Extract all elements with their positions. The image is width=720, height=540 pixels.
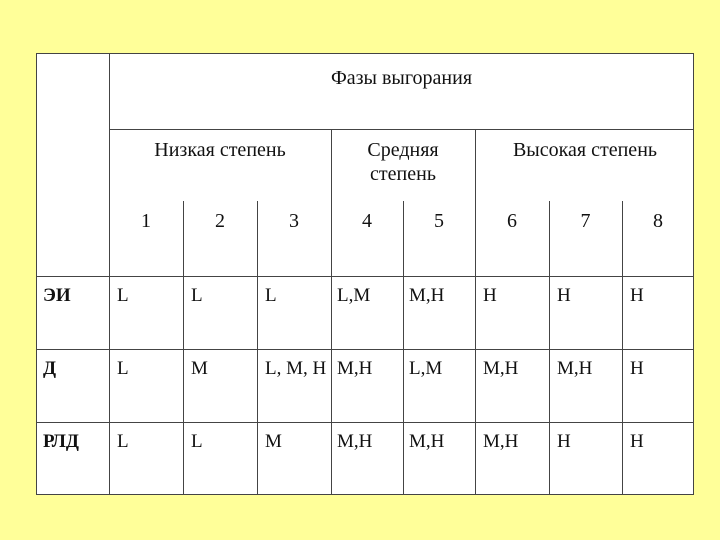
table-cell: M,H	[337, 431, 373, 452]
grid-line	[257, 201, 258, 495]
phase-number: 6	[507, 210, 517, 232]
group-header-low: Низкая степень	[154, 139, 286, 161]
table-cell: H	[483, 285, 497, 306]
grid-line	[37, 422, 694, 423]
table-cell: M,H	[483, 431, 519, 452]
table-cell: L	[117, 285, 129, 306]
phase-number: 4	[362, 210, 372, 232]
table-cell: L	[117, 358, 129, 379]
phase-number: 1	[141, 210, 151, 232]
row-label-ei: ЭИ	[43, 285, 71, 306]
table-cell: H	[557, 285, 571, 306]
table-cell: M	[191, 358, 208, 379]
table-cell: H	[557, 431, 571, 452]
grid-line	[403, 201, 404, 495]
table-cell: L,M	[337, 285, 371, 306]
table-cell: L,M	[409, 358, 443, 379]
table-cell: M,H	[337, 358, 373, 379]
grid-line	[622, 201, 623, 495]
table-title: Фазы выгорания	[330, 67, 473, 89]
table-cell: H	[630, 431, 644, 452]
group-header-high: Высокая степень	[512, 139, 658, 161]
table-cell: L	[117, 431, 129, 452]
phase-number: 2	[215, 210, 225, 232]
row-label-d: Д	[43, 358, 57, 379]
table-cell: L	[191, 285, 203, 306]
table-cell: M,H	[557, 358, 593, 379]
table-cell: M,H	[409, 285, 445, 306]
grid-line	[109, 54, 110, 495]
phase-number: 7	[580, 210, 591, 232]
table-cell: M,H	[483, 358, 519, 379]
phase-number: 5	[434, 210, 444, 232]
table-cell: M,H	[409, 431, 445, 452]
table-cell: H	[630, 285, 644, 306]
grid-line	[475, 276, 476, 495]
table-cell: L, M, H	[265, 358, 327, 379]
group-header-medium: Средняя степень	[367, 139, 439, 185]
burnout-table	[36, 53, 694, 495]
grid-line	[331, 129, 332, 276]
grid-line	[37, 276, 694, 277]
table-cell: L	[265, 285, 277, 306]
row-label-rld: РЛД	[43, 431, 79, 452]
table-cell: L	[191, 431, 203, 452]
grid-line	[331, 276, 332, 495]
grid-line	[549, 201, 550, 495]
phase-number: 8	[653, 210, 663, 232]
grid-line	[183, 201, 184, 495]
grid-line	[37, 349, 694, 350]
phase-number: 3	[289, 210, 299, 232]
table-cell: H	[630, 358, 644, 379]
table-cell: M	[265, 431, 282, 452]
grid-line	[109, 129, 694, 130]
